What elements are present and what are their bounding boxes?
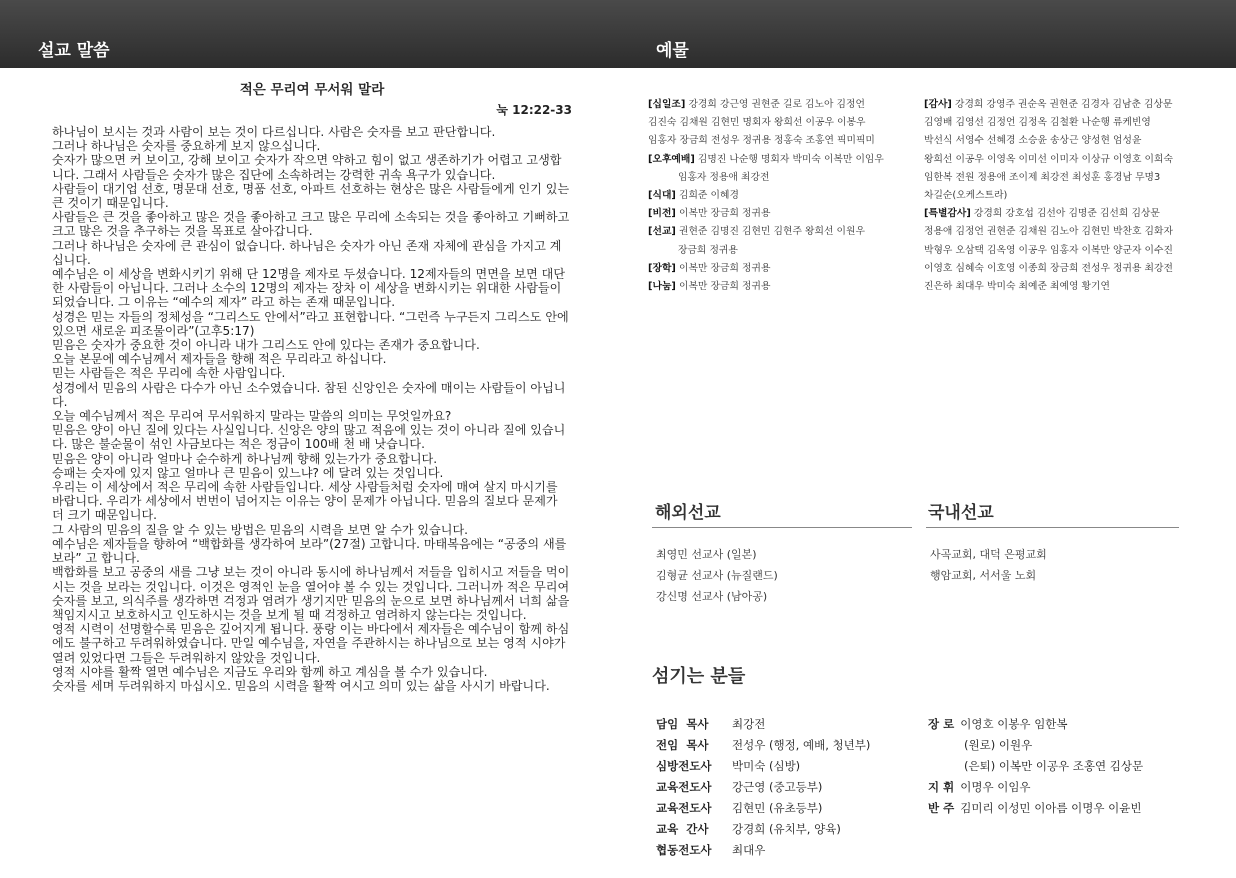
domestic-mission-church: 행암교회, 서서울 노회	[930, 569, 1037, 582]
sermon-paragraph: 사람들은 큰 것을 좋아하고 많은 것을 좋아하고 크고 많은 무리에 소속되는 것을 좋아하고 기뻐하고 크고 많은 것을 추구하는 것을 목표로 살아갑니다.	[52, 210, 570, 239]
sermon-paragraph: 예수님은 이 세상을 변화시키기 위해 단 12명을 제자로 두셨습니다. 12제자들의 면면을 보면 대단한 사람들이 아닙니다. 그러나 소수의 12명의 제자는 장차 이 세상을 변화시키는 위대한 사람들이 되었습니다. 그 이유는 “예수의 제자” 라고 하는 존재 때문입니다.	[52, 267, 566, 310]
sermon-paragraph: 승패는 숫자에 있지 않고 얼마나 큰 믿음이 있느냐? 에 달려 있는 것입니다.	[52, 465, 444, 480]
servant-names: 강경희 (유치부, 양육)	[732, 822, 841, 836]
offering-line	[648, 132, 916, 150]
offering-names: 진은하 최대우 박미숙 최예준 최예영 황기연	[924, 281, 1110, 293]
offering-names: 강경희 강근영 권현준 길로 김노아 김정언	[685, 99, 865, 110]
offering-names: 이영호 심혜숙 이호영 이종희 장금희 전성우 정귀용 최강전	[924, 262, 1173, 274]
domestic-mission-list	[930, 544, 1047, 586]
header-bar-right	[618, 0, 1236, 68]
sermon-paragraph: 그 사람의 믿음의 질을 알 수 있는 방법은 믿음의 시력을 보면 알 수가 있습니다.	[52, 522, 468, 537]
offering-line	[924, 205, 1214, 223]
overseas-missionary: 김형균 선교사 (뉴질랜드)	[656, 569, 778, 582]
sermon-reference: 눅 12:22-33	[496, 103, 572, 117]
offering-names: 이복만 장금희 정귀용	[675, 262, 771, 274]
sermon-paragraph: 숫자가 많으면 커 보이고, 강해 보이고 숫자가 작으면 약하고 힘이 없고 생존하기가 어렵고 고생합니다. 그래서 사람들은 숫자가 많은 집단에 소속하려는 강력한 귀속 욕구가 있습니다.	[52, 153, 562, 182]
servant-row	[656, 756, 870, 777]
offering-category: [특별감사]	[924, 208, 971, 220]
servants-list-left	[656, 714, 870, 861]
servant-row	[928, 777, 1143, 798]
offering-names: 왕희선 이공우 이영옥 이미선 이미자 이상규 이영호 이희숙	[924, 153, 1173, 165]
offering-line	[648, 260, 916, 278]
servant-role: 장 로	[928, 717, 955, 731]
sermon-paragraph: 오늘 본문에 예수님께서 제자들을 향해 적은 무리라고 하십니다.	[52, 352, 387, 367]
domestic-divider	[926, 527, 1179, 528]
servant-role: 협동전도사	[656, 843, 712, 857]
offering-line	[924, 96, 1214, 114]
offering-line	[924, 114, 1214, 132]
offering-names: 박형우 오삼택 김옥영 이공우 임홍자 이복만 양군자 이수진	[924, 244, 1173, 256]
offering-line	[924, 151, 1214, 169]
overseas-divider	[652, 527, 912, 528]
offering-category: [선교]	[648, 226, 676, 238]
section-title-sermon: 설교 말씀	[38, 41, 110, 61]
offering-line	[648, 187, 916, 205]
sermon-paragraph: 우리는 이 세상에서 적은 무리에 속한 사람들입니다. 세상 사람들처럼 숫자에 매여 살지 마시기를 바랍니다. 우리가 세상에서 번번이 넘어지는 이유는 양이 문제가 아닙니다. 믿음의 질보다 문제가 더 크기 때문입니다.	[52, 480, 558, 523]
sermon-paragraph: 사람들이 대기업 선호, 명문대 선호, 명품 선호, 아파트 선호하는 현상은 많은 사람들에게 인기 있는 큰 것이기 때문입니다.	[52, 181, 570, 211]
offering-names: 김희준 이혜경	[675, 190, 739, 202]
servant-names: 전성우 (행정, 예배, 청년부)	[732, 738, 871, 752]
offering-line	[924, 278, 1214, 296]
sermon-paragraph: 그러나 하나님은 숫자에 큰 관심이 없습니다. 하나님은 숫자가 아닌 존재 자체에 관심을 가지고 계십니다.	[52, 238, 562, 267]
offering-names: 강경희 강호섭 김선아 김명준 김선희 김상문	[970, 208, 1160, 220]
offering-names: 강경희 강영주 권순옥 권현준 김경자 김남춘 김상문	[951, 99, 1173, 110]
offering-line	[924, 132, 1214, 150]
offering-line	[648, 205, 916, 223]
offering-names: 김명진 나순행 명회자 박미숙 이복만 이임우	[694, 153, 884, 165]
sermon-paragraph: 예수님은 제자들을 향하여 “백합화를 생각하여 보라”(27절) 고합니다. 마태복음에는 “공중의 새를 보라” 고 합니다.	[52, 536, 567, 566]
servant-row	[928, 714, 1143, 735]
offering-names: 임홍자 장금희 전성우 정귀용 정홍숙 조홍연 픽미픽미	[648, 135, 875, 147]
sermon-paragraph: 숫자를 세며 두려워하지 마십시오. 믿음의 시력을 활짝 여시고 의미 있는 삶을 사시기 바랍니다.	[52, 678, 550, 693]
offering-category: [나눔]	[648, 281, 676, 293]
sermon-paragraph: 믿음은 숫자가 중요한 것이 아니라 내가 그리스도 안에 있다는 존재가 중요합니다.	[52, 338, 480, 353]
offering-names: 임홍자 정용애 최강전	[678, 171, 770, 183]
offering-names: 정용애 김정언 권현준 김채원 김노아 김현민 박찬호 김화자	[924, 226, 1173, 238]
offering-line	[648, 223, 916, 241]
servant-row	[656, 819, 870, 840]
servant-names: 이명우 이임우	[960, 780, 1031, 794]
sermon-paragraph: 영적 시력이 선명할수록 믿음은 깊어지게 됩니다. 풍랑 이는 바다에서 제자들은 예수님이 함께 하심에도 불구하고 두려워하였습니다. 만일 예수님을, 자연을 주관하시는 하나님으로 보는 영적 시야가 열려 있었다면 그들은 두려워하지 않았을 것입니다.	[52, 622, 570, 665]
offering-line	[924, 169, 1214, 187]
sermon-paragraph: 백합화를 보고 공중의 새를 그냥 보는 것이 아니라 동시에 하나님께서 저들을 입히시고 저들을 먹이시는 것을 보라는 것입니다. 이것은 영적인 눈을 열어야 볼 수 있는 것입니다. 그러니까 적은 무리여 숫자를 보고, 의식주를 생각하면 걱정과 염려가 생기지만 믿음의 눈으로 보면 하나님께서 너희 삶을 책임지시고 보호하시고 인도하시는 것을 보게 될 때 걱정하고 염려하지 않는다는 것입니다.	[52, 565, 570, 622]
servant-names: (은퇴) 이복만 이공우 조홍연 김상문	[964, 759, 1144, 773]
offering-names: 이복만 장금희 정귀용	[675, 208, 771, 220]
servant-row	[656, 735, 870, 756]
servant-role: 교육 간사	[656, 822, 709, 836]
offering-line	[648, 278, 916, 296]
offering-names: 임한복 전원 정용애 조이제 최강전 최성훈 홍경남 무명3	[924, 171, 1161, 183]
servant-names: 최강전	[732, 717, 766, 731]
servant-role: 지 휘	[928, 780, 955, 794]
overseas-missionary: 강신명 선교사 (남아공)	[656, 590, 768, 603]
sermon-paragraph: 믿는 사람들은 적은 무리에 속한 사람입니다.	[52, 366, 286, 381]
servant-names: 박미숙 (심방)	[732, 759, 801, 773]
offering-line	[648, 242, 916, 260]
servant-row	[656, 777, 870, 798]
offering-category: [감사]	[924, 99, 952, 110]
offering-category: [오후예배]	[648, 153, 695, 165]
offering-list-right	[924, 96, 1214, 296]
sermon-paragraph: 그러나 하나님은 숫자를 중요하게 보지 않으십니다.	[52, 139, 321, 154]
offering-line	[648, 114, 916, 132]
offering-names: 권현준 김명진 김현민 김현주 왕희선 이원우	[675, 226, 865, 238]
sermon-paragraph: 믿음은 양이 아니라 얼마나 순수하게 하나님께 향해 있는가가 중요합니다.	[52, 451, 438, 466]
overseas-mission-heading: 해외선교	[655, 503, 721, 523]
section-title-offering: 예물	[656, 41, 689, 61]
offering-category: [식대]	[648, 190, 676, 202]
servant-names: 강근영 (중고등부)	[732, 780, 823, 794]
sermon-paragraph: 성경은 믿는 자들의 정체성을 “그리스도 안에서”라고 표현합니다. “그런즉 누구든지 그리스도 안에 있으면 새로운 피조물이라”(고후5:17)	[52, 309, 569, 338]
servant-role: 교육전도사	[656, 801, 712, 815]
offering-names: 김진숙 김채원 김현민 명회자 왕희선 이공우 이봉우	[648, 117, 866, 129]
servant-role: 담임 목사	[656, 717, 709, 731]
servant-row	[656, 798, 870, 819]
domestic-mission-heading: 국내선교	[928, 503, 994, 523]
offering-names: 김영배 김영선 김정언 김정옥 김철환 나순행 류케빈영	[924, 117, 1151, 129]
offering-line	[924, 187, 1214, 205]
sermon-body	[52, 125, 572, 693]
offering-names: 이복만 장금희 정귀용	[675, 281, 771, 293]
domestic-mission-church: 사곡교회, 대덕 은평교회	[930, 548, 1047, 561]
servants-list-right	[928, 714, 1143, 819]
sermon-paragraph: 믿음은 양이 아닌 질에 있다는 사실입니다. 신앙은 양의 많고 적음에 있는 것이 아니라 질에 있습니다. 많은 불순물이 섞인 사금보다는 적은 정금이 100배 천 배 낫습니다.	[52, 423, 566, 452]
servant-row	[656, 840, 870, 861]
offering-line	[924, 242, 1214, 260]
servant-role: 반 주	[928, 801, 955, 815]
offering-category: [장학]	[648, 262, 676, 274]
offering-names: 장금희 정귀용	[678, 244, 738, 256]
servant-role: 전임 목사	[656, 738, 709, 752]
offering-line	[924, 260, 1214, 278]
servant-role: 심방전도사	[656, 759, 712, 773]
offering-names: 차길순(오케스트라)	[924, 190, 1008, 202]
offering-category: [비전]	[648, 208, 676, 220]
overseas-missionary: 최영민 선교사 (일본)	[656, 548, 757, 561]
overseas-mission-list	[656, 544, 778, 607]
header-bar-left	[0, 0, 618, 68]
servant-role: 교육전도사	[656, 780, 712, 794]
sermon-paragraph: 하나님이 보시는 것과 사람이 보는 것이 다르십니다. 사람은 숫자를 보고 판단합니다.	[52, 125, 496, 139]
servant-row	[656, 714, 870, 735]
servant-names: 김현민 (유초등부)	[732, 801, 823, 815]
servant-names: (원로) 이원우	[964, 738, 1033, 752]
servants-heading: 섬기는 분들	[652, 666, 746, 687]
servant-names: 김미리 이성민 이아름 이명우 이윤빈	[960, 801, 1142, 815]
servant-names: 최대우	[732, 843, 766, 857]
offering-names: 박선식 서영수 선혜경 소승윤 송상근 양성현 엄성윤	[924, 135, 1142, 147]
servant-row	[928, 756, 1143, 777]
sermon	[52, 74, 572, 693]
offering-line	[648, 96, 916, 114]
offering-line	[648, 169, 916, 187]
offering-list-left	[648, 96, 916, 296]
sermon-paragraph: 성경에서 믿음의 사람은 다수가 아닌 소수였습니다. 참된 신앙인은 숫자에 매이는 사람들이 아닙니다.	[52, 380, 566, 409]
servant-names: 이영호 이봉우 임한복	[960, 717, 1068, 731]
sermon-paragraph: 영적 시야를 활짝 열면 예수님은 지금도 우리와 함께 하고 계심을 볼 수가 있습니다.	[52, 664, 488, 679]
servant-row	[928, 798, 1143, 819]
offering-category: [십일조]	[648, 99, 686, 110]
sermon-paragraph: 오늘 예수님께서 적은 무리여 무서워하지 말라는 말씀의 의미는 무엇일까요?	[52, 409, 452, 424]
servant-row	[928, 735, 1143, 756]
offering-line	[648, 151, 916, 169]
offering-line	[924, 223, 1214, 241]
sermon-title: 적은 무리여 무서워 말라	[239, 82, 385, 98]
